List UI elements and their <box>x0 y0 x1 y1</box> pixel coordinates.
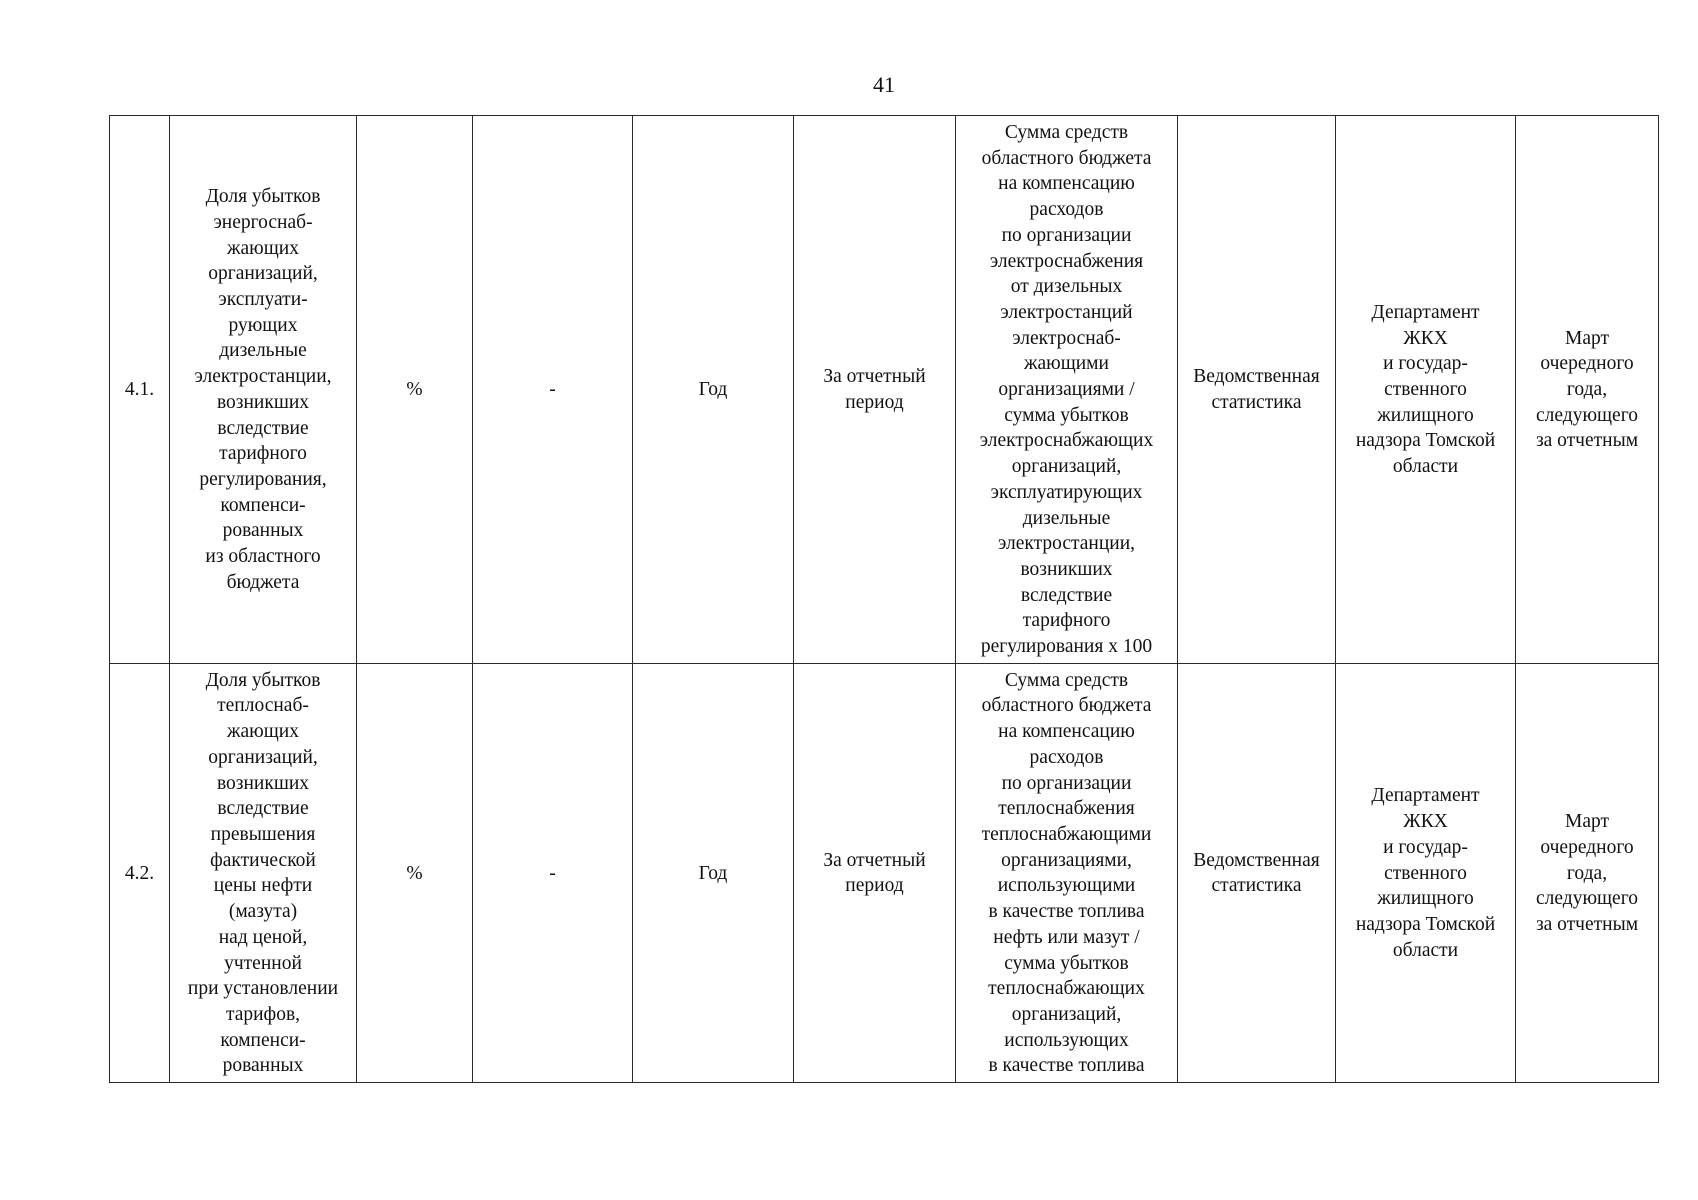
reporting-deadline: Март очередного года, следующего за отчетным <box>1516 116 1659 664</box>
table-row <box>110 116 1659 664</box>
indicator-name: Доля убытков энергоснаб- жающих организаций, эксплуати- рующих дизельные электростанции, возникших вследствие тарифного регулирования, компенси- рованных из областного бюджета <box>170 116 357 664</box>
responsible-body: Департамент ЖКХ и государ- ственного жилищного надзора Томской области <box>1336 116 1516 664</box>
row-number: 4.1. <box>110 116 170 664</box>
periodicity: Год <box>633 663 794 1082</box>
responsible-body: Департамент ЖКХ и государ- ственного жилищного надзора Томской области <box>1336 663 1516 1082</box>
table-row <box>110 663 1659 1082</box>
reporting-period: За отчетный период <box>794 663 956 1082</box>
reporting-deadline: Март очередного года, следующего за отчетным <box>1516 663 1659 1082</box>
page-number: 41 <box>873 72 895 97</box>
calculation-formula: Сумма средств областного бюджета на компенсацию расходов по организации теплоснабжения теплоснабжающими организациями, использующими в качестве топлива нефть или мазут / сумма убытков теплоснабжающих организаций, использующих в качестве топлива <box>956 663 1178 1082</box>
unit-of-measure: % <box>357 116 473 664</box>
indicators-table <box>109 115 1659 1083</box>
empty-value: - <box>473 116 633 664</box>
data-source: Ведомственная статистика <box>1178 116 1336 664</box>
calculation-formula: Сумма средств областного бюджета на компенсацию расходов по организации электроснабжения от дизельных электростанций электроснаб- жающими организациями / сумма убытков электроснабжающих организаций, эксплуатирующих дизельные электростанции, возникших вследствие тарифного регулирования х 100 <box>956 116 1178 664</box>
indicator-name: Доля убытков теплоснаб- жающих организаций, возникших вследствие превышения фактической цены нефти (мазута) над ценой, учтенной при установлении тарифов, компенси- рованных <box>170 663 357 1082</box>
empty-value: - <box>473 663 633 1082</box>
unit-of-measure: % <box>357 663 473 1082</box>
periodicity: Год <box>633 116 794 664</box>
reporting-period: За отчетный период <box>794 116 956 664</box>
row-number: 4.2. <box>110 663 170 1082</box>
data-source: Ведомственная статистика <box>1178 663 1336 1082</box>
